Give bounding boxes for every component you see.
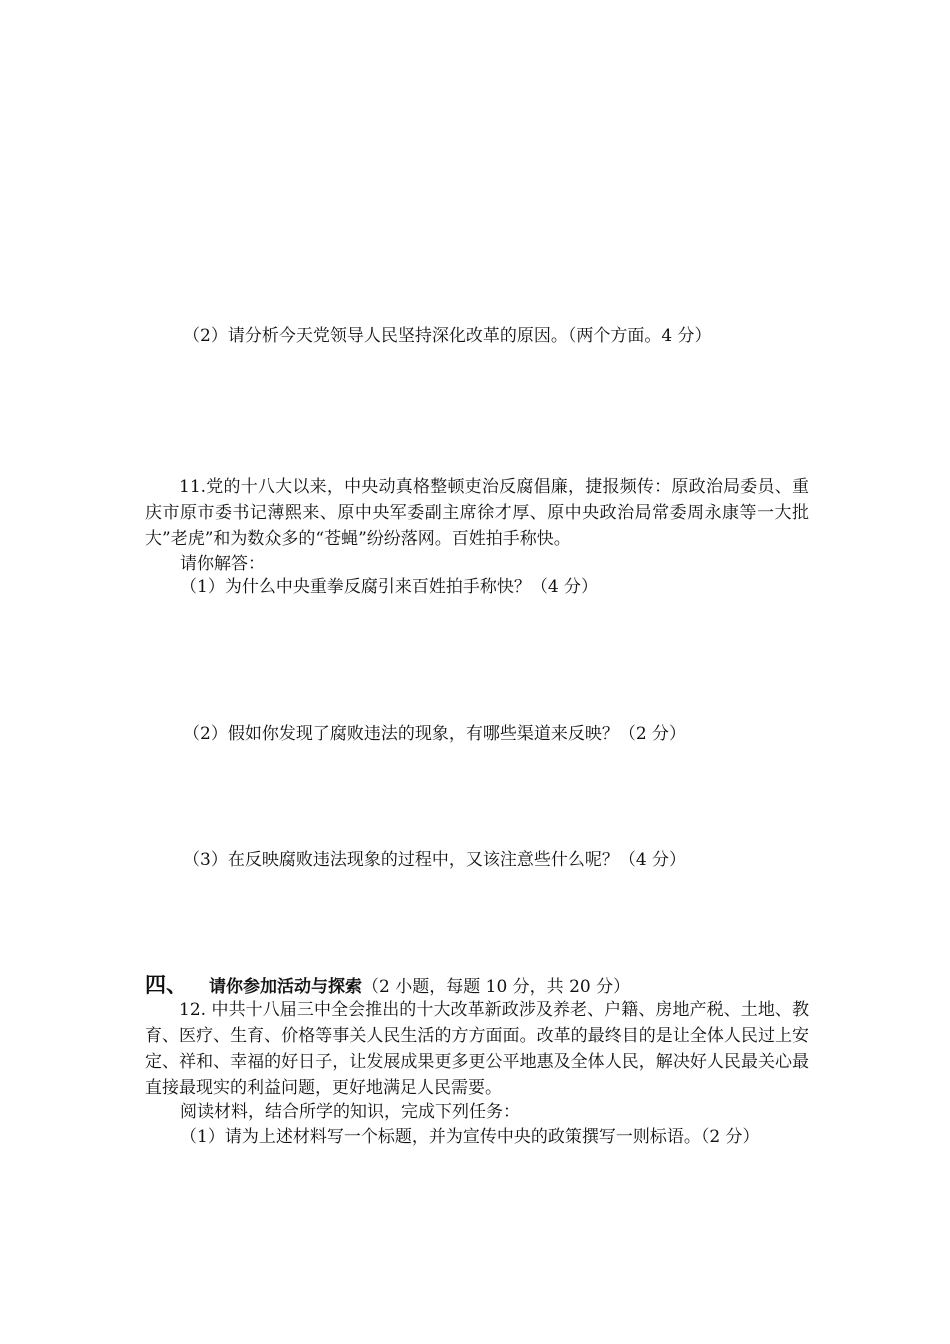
- q12-stem: 12. 中共十八届三中全会推出的十大改革新政涉及养老、户籍、房地产税、土地、教育、医疗、生育、价格等事关人民生活的方方面面。改革的最终目的是让全体人民过上安定、祥和、幸福的好日子，让发展成果更多更公平地惠及全体人民，解决好人民最关心最直接最现实的利益问题，更好地满足人民需要。: [145, 1000, 809, 1098]
- q11-sub3-question: （3）在反映腐败违法现象的过程中，又该注意些什么呢？（4 分）: [183, 850, 687, 870]
- q11-prompt: 请你解答：: [180, 554, 265, 574]
- q11-sub1-question: （1）为什么中央重拳反腐引来百姓拍手称快？（4 分）: [180, 577, 599, 597]
- q11-stem: 11.党的十八大以来，中央动真格整顿吏治反腐倡廉，捷报频传：原政治局委员、重庆市原市委书记薄熙来、原中央军委副主席徐才厚、原中央政治局常委周永康等一大批大”老虎”和为数众多的“苍蝇”纷纷落网。百姓拍手称快。: [145, 477, 809, 549]
- section-number: 四、: [145, 973, 187, 997]
- q12-sub1-question: （1）请为上述材料写一个标题，并为宣传中央的政策撰写一则标语。（2 分）: [180, 1127, 760, 1147]
- section-note: （2 小题，每题 10 分，共 20 分）: [362, 977, 631, 997]
- section-title: 请你参加活动与探索: [209, 977, 362, 997]
- q11-sub2-question: （2）假如你发现了腐败违法的现象，有哪些渠道来反映？（2 分）: [183, 724, 687, 744]
- q12-prompt: 阅读材料，结合所学的知识，完成下列任务：: [180, 1102, 520, 1122]
- q10-sub2-question: （2）请分析今天党领导人民坚持深化改革的原因。（两个方面。4 分）: [183, 326, 712, 346]
- section-four-heading: [145, 972, 630, 1000]
